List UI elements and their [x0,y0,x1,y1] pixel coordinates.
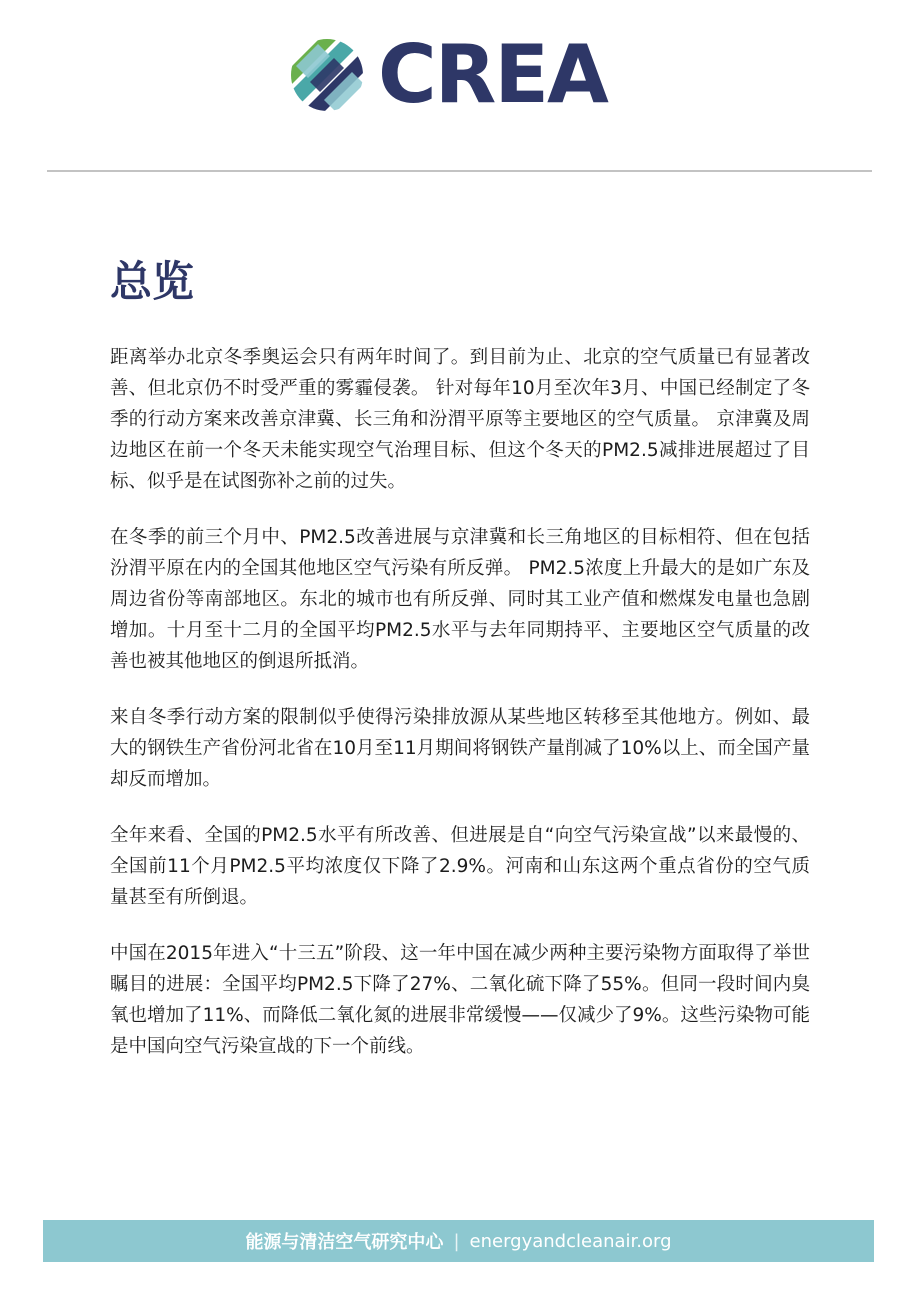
paragraph: 中国在2015年进入“十三五”阶段、这一年中国在减少两种主要污染物方面取得了举世瞩目的进展：全国平均PM2.5下降了27%、二氧化硫下降了55%。但同一段时间内臭氧也增加了11%、而降低二氧化氮的进展非常缓慢——仅减少了9%。这些污染物可能是中国向空气污染宣战的下一个前线。 [110,943,810,1057]
paragraph: 在冬季的前三个月中、PM2.5改善进展与京津冀和长三角地区的目标相符、但在包括汾渭平原在内的全国其他地区空气污染有所反弹。 PM2.5浓度上升最大的是如广东及周边省份等南部地区。东北的城市也有所反弹、同时其工业产值和燃煤发电量也急剧增加。十月至十二月的全国平均PM2.5水平与去年同期持平、主要地区空气质量的改善也被其他地区的倒退所抵消。 [110,527,810,672]
page-title: 总览 [110,257,195,306]
crea-logo-text: CREA [378,28,607,121]
header-divider [47,170,872,172]
page-header [0,0,920,172]
footer-website-link[interactable]: energyandcleanair.org [469,1230,672,1252]
paragraph: 全年来看、全国的PM2.5水平有所改善、但进展是自“向空气污染宣战”以来最慢的、全国前11个月PM2.5平均浓度仅下降了2.9%。河南和山东这两个重点省份的空气质量甚至有所倒退。 [110,825,810,908]
footer-separator: | [453,1230,460,1252]
crea-logo [290,28,607,121]
crea-logo-icon [290,38,364,112]
page-footer [43,1220,874,1262]
paragraph: 来自冬季行动方案的限制似乎使得污染排放源从某些地区转移至其他地方。例如、最大的钢铁生产省份河北省在10月至11月期间将钢铁产量削减了10%以上、而全国产量却反而增加。 [110,707,810,790]
paragraph: 距离举办北京冬季奥运会只有两年时间了。到目前为止、北京的空气质量已有显著改善、但北京仍不时受严重的雾霾侵袭。 针对每年10月至次年3月、中国已经制定了冬季的行动方案来改善京津冀、长三角和汾渭平原等主要地区的空气质量。 京津冀及周边地区在前一个冬天未能实现空气治理目标、但这个冬天的PM2.5减排进展超过了目标、似乎是在试图弥补之前的过失。 [110,347,810,492]
main-content [110,252,810,1087]
footer-org-name: 能源与清洁空气研究中心 [245,1232,444,1253]
